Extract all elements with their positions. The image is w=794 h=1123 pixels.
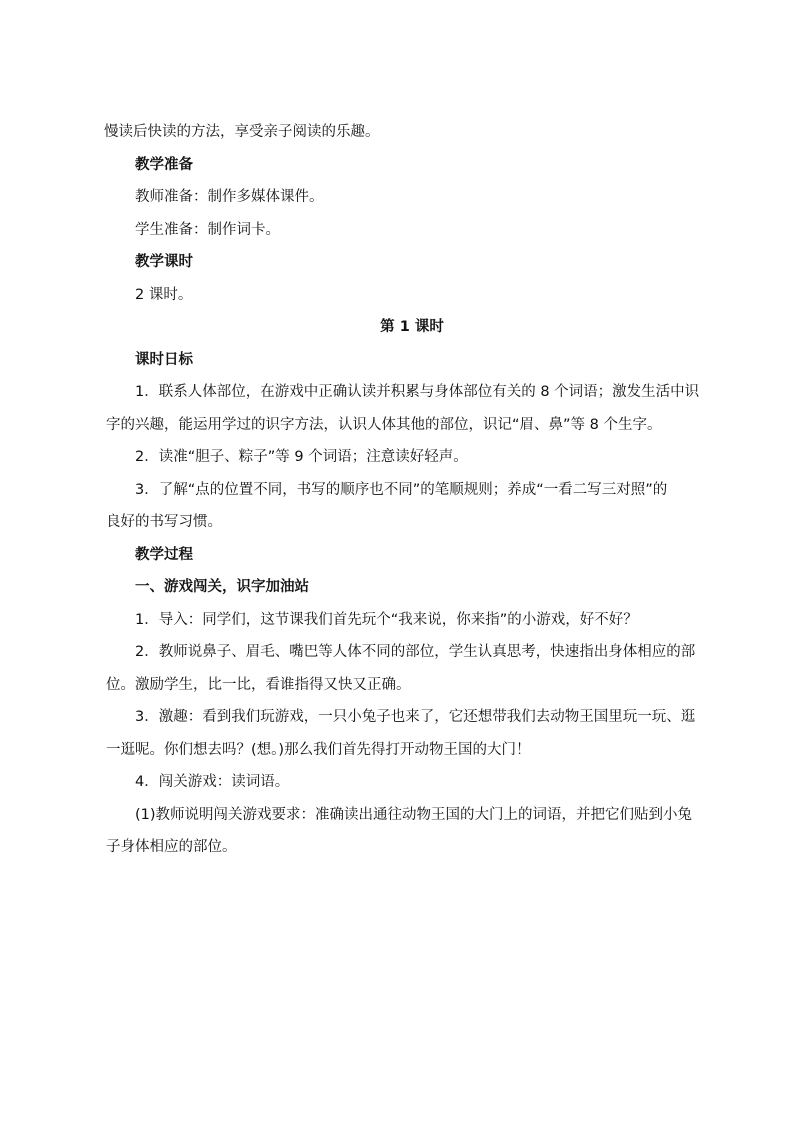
goal-2: 2．读准“胆子、粽子”等 9 个词语；注意读好轻声。	[135, 449, 468, 465]
student-preparation: 学生准备：制作词卡。	[135, 221, 280, 238]
process-step-3-line-2: 一逛呢。你们想去吗？(想。)那么我们首先得打开动物王国的大门！	[106, 741, 531, 758]
section-heading-preparation: 教学准备	[135, 156, 193, 173]
process-step-4-sub-1-line-1: (1)教师说明闯关游戏要求：准确读出通往动物王国的大门上的词语，并把它们贴到小兔	[135, 806, 693, 823]
lesson-hours-value: 2 课时。	[135, 286, 193, 303]
process-step-3-line-1: 3．激趣：看到我们玩游戏，一只小兔子也来了，它还想带我们去动物王国里玩一玩、逛	[135, 709, 696, 725]
teacher-preparation: 教师准备：制作多媒体课件。	[135, 189, 324, 205]
process-step-2-line-2: 位。激励学生，比一比，看谁指得又快又正确。	[106, 676, 411, 693]
goal-1-line-2: 字的兴趣，能运用学过的识字方法，认识人体其他的部位，识记“眉、鼻”等 8 个生字。	[106, 416, 662, 433]
process-step-4-sub-1-line-2: 子身体相应的部位。	[106, 839, 237, 855]
process-step-1: 1．导入：同学们，这节课我们首先玩个“我来说，你来指”的小游戏，好不好？	[135, 611, 638, 628]
lesson-title: 第 1 课时	[380, 319, 444, 335]
process-subheading-1: 一、游戏闯关，识字加油站	[135, 579, 309, 595]
section-heading-goals: 课时日标	[135, 351, 193, 368]
process-step-4: 4．闯关游戏：读词语。	[135, 774, 290, 790]
section-heading-lesson-hours: 教学课时	[135, 254, 193, 270]
paragraph-continuation: 慢读后快读的方法，享受亲子阅读的乐趣。	[104, 124, 380, 140]
section-heading-process: 教学过程	[135, 546, 193, 563]
process-step-2-line-1: 2．教师说鼻子、眉毛、嘴巴等人体不同的部位，学生认真思考，快速指出身体相应的部	[135, 644, 696, 660]
goal-1-line-1: 1．联系人体部位，在游戏中正确认读并积累与身体部位有关的 8 个词语；激发生活中识	[135, 384, 700, 400]
document-body	[106, 116, 718, 864]
goal-3-line-2: 良好的书写习惯。	[106, 514, 222, 530]
goal-3-line-1: 3．了解“点的位置不同，书写的顺序也不同”的笔顺规则；养成“一看二写三对照”的	[135, 481, 668, 498]
